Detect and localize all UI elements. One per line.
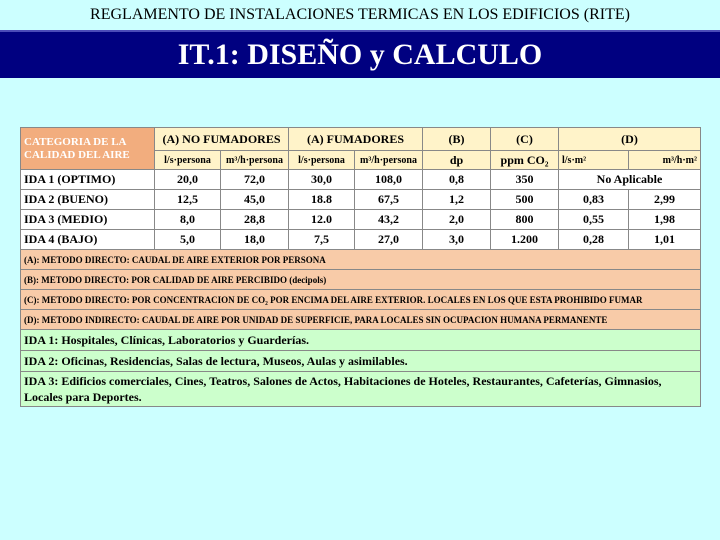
ida-description-row bbox=[21, 351, 701, 372]
unit-header: l/s·m² bbox=[559, 151, 629, 170]
table-cell: 108,0 bbox=[355, 170, 423, 190]
table-cell-not-applicable: No Aplicable bbox=[559, 170, 701, 190]
ida-description-row bbox=[21, 330, 701, 351]
table-cell: 0,28 bbox=[559, 230, 629, 250]
table-cell: 8,0 bbox=[155, 210, 221, 230]
unit-header: l/s·persona bbox=[289, 151, 355, 170]
air-quality-table bbox=[20, 127, 701, 407]
method-note-b: (B): METODO DIRECTO: POR CALIDAD DE AIRE PERCIBIDO (decipols) bbox=[21, 270, 701, 290]
table-row bbox=[21, 170, 701, 190]
group-header-d: (D) bbox=[559, 128, 701, 151]
table-cell: 500 bbox=[491, 190, 559, 210]
table-cell: 1.200 bbox=[491, 230, 559, 250]
unit-header: m³/h·m² bbox=[629, 151, 701, 170]
unit-header: m³/h·persona bbox=[221, 151, 289, 170]
method-note-c: (C): METODO DIRECTO: POR CONCENTRACION DE CO₂ POR ENCIMA DEL AIRE EXTERIOR. LOCALES EN LOS QUE ESTA PROHIBIDO FUMAR bbox=[21, 290, 701, 310]
table-cell: 1,2 bbox=[423, 190, 491, 210]
unit-header: dp bbox=[423, 151, 491, 170]
method-note-a: (A): METODO DIRECTO: CAUDAL DE AIRE EXTERIOR POR PERSONA bbox=[21, 250, 701, 270]
group-header-row bbox=[21, 128, 701, 151]
slide-title: IT.1: DISEÑO y CALCULO bbox=[0, 30, 720, 78]
table-cell: 350 bbox=[491, 170, 559, 190]
method-note-row bbox=[21, 270, 701, 290]
ida-3-description: IDA 3: Edificios comerciales, Cines, Teatros, Salones de Actos, Habitaciones de Hoteles, Restaurantes, Cafeterías, Gimnasios, Locales para Deportes. bbox=[21, 372, 701, 407]
method-note-row bbox=[21, 310, 701, 330]
method-note-row bbox=[21, 290, 701, 310]
air-quality-table-container bbox=[20, 127, 700, 407]
ida-1-description: IDA 1: Hospitales, Clínicas, Laboratorios y Guarderías. bbox=[21, 330, 701, 351]
table-row bbox=[21, 230, 701, 250]
group-header-a-smoking: (A) FUMADORES bbox=[289, 128, 423, 151]
table-cell: 3,0 bbox=[423, 230, 491, 250]
table-cell: 0,83 bbox=[559, 190, 629, 210]
table-cell: 800 bbox=[491, 210, 559, 230]
table-cell: 43,2 bbox=[355, 210, 423, 230]
table-cell: 7,5 bbox=[289, 230, 355, 250]
table-cell: 2,99 bbox=[629, 190, 701, 210]
table-cell: 72,0 bbox=[221, 170, 289, 190]
ida-2-description: IDA 2: Oficinas, Residencias, Salas de lectura, Museos, Aulas y asimilables. bbox=[21, 351, 701, 372]
table-cell: 2,0 bbox=[423, 210, 491, 230]
regulation-title: REGLAMENTO DE INSTALACIONES TERMICAS EN LOS EDIFICIOS (RITE) bbox=[90, 6, 630, 23]
table-cell: 5,0 bbox=[155, 230, 221, 250]
table-cell: 28,8 bbox=[221, 210, 289, 230]
table-cell: 0,55 bbox=[559, 210, 629, 230]
row-label: IDA 2 (BUENO) bbox=[21, 190, 155, 210]
group-header-c: (C) bbox=[491, 128, 559, 151]
table-cell: 30,0 bbox=[289, 170, 355, 190]
row-label: IDA 4 (BAJO) bbox=[21, 230, 155, 250]
group-header-a-no-smoking: (A) NO FUMADORES bbox=[155, 128, 289, 151]
method-note-d: (D): METODO INDIRECTO: CAUDAL DE AIRE POR UNIDAD DE SUPERFICIE, PARA LOCALES SIN OCUPACION HUMANA PERMANENTE bbox=[21, 310, 701, 330]
row-label: IDA 3 (MEDIO) bbox=[21, 210, 155, 230]
group-header-b: (B) bbox=[423, 128, 491, 151]
unit-header: l/s·persona bbox=[155, 151, 221, 170]
table-cell: 1,98 bbox=[629, 210, 701, 230]
unit-header: ppm CO₂ bbox=[491, 151, 559, 170]
table-cell: 67,5 bbox=[355, 190, 423, 210]
table-cell: 18,0 bbox=[221, 230, 289, 250]
table-cell: 27,0 bbox=[355, 230, 423, 250]
table-cell: 1,01 bbox=[629, 230, 701, 250]
table-cell: 18.8 bbox=[289, 190, 355, 210]
table-cell: 20,0 bbox=[155, 170, 221, 190]
table-cell: 0,8 bbox=[423, 170, 491, 190]
table-row bbox=[21, 190, 701, 210]
table-cell: 45,0 bbox=[221, 190, 289, 210]
row-label: IDA 1 (OPTIMO) bbox=[21, 170, 155, 190]
table-row bbox=[21, 210, 701, 230]
method-note-row bbox=[21, 250, 701, 270]
ida-description-row bbox=[21, 372, 701, 407]
table-cell: 12.0 bbox=[289, 210, 355, 230]
unit-header: m³/h·persona bbox=[355, 151, 423, 170]
table-cell: 12,5 bbox=[155, 190, 221, 210]
category-header: CATEGORIA DE LA CALIDAD DEL AIRE bbox=[21, 128, 155, 170]
